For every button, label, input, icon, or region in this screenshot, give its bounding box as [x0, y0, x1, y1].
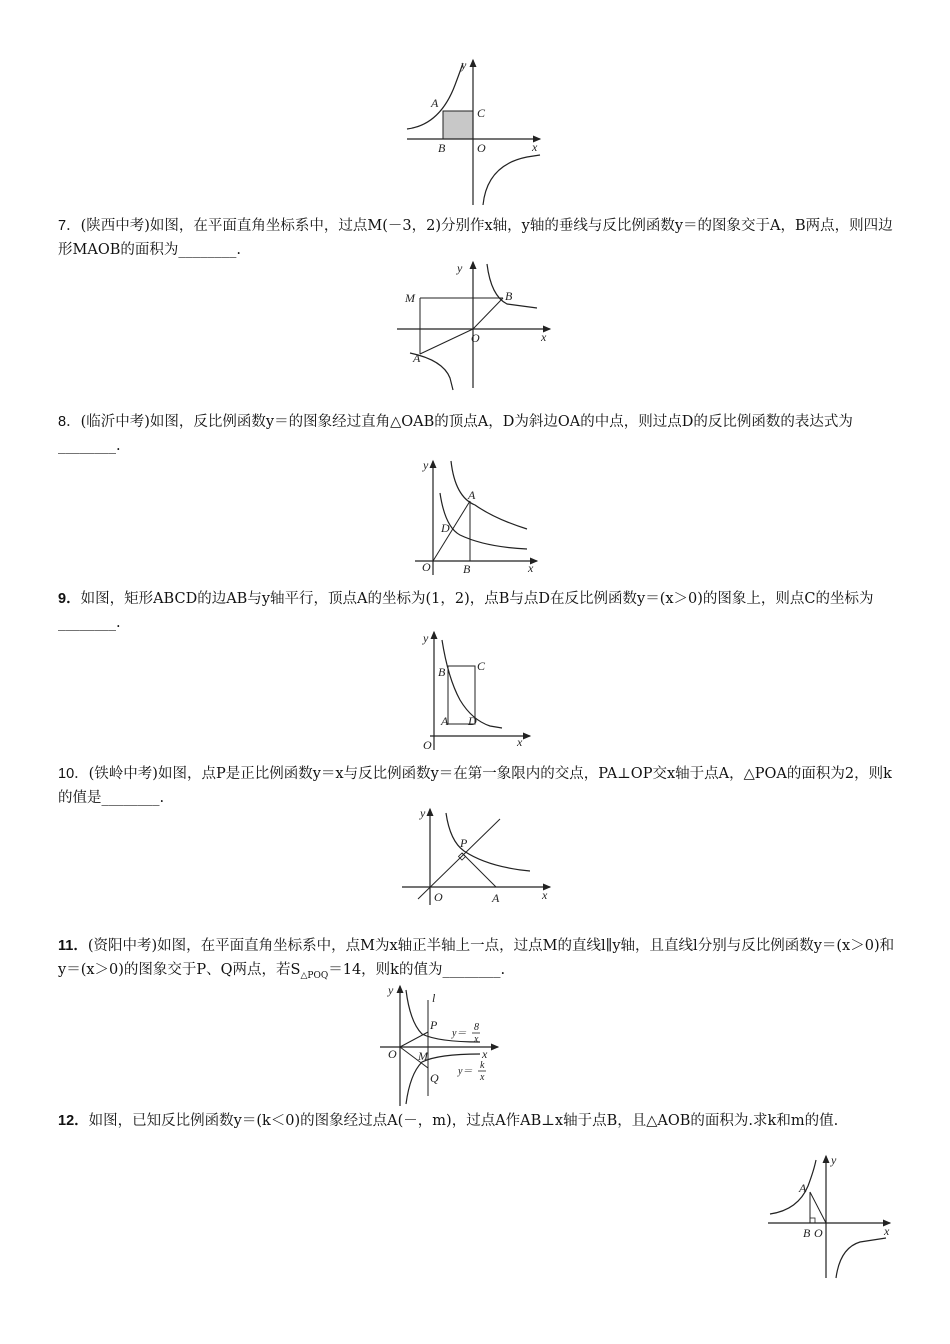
segment-oa — [420, 329, 473, 354]
right-angle-mark — [810, 1218, 815, 1223]
problem-11-text-b: ＝14，则k的值为 — [328, 962, 443, 978]
label-b: B — [803, 1226, 811, 1240]
problem-12 — [58, 1109, 898, 1133]
answer-blank-9[interactable]: ________ — [58, 615, 116, 631]
label-q: Q — [430, 1071, 439, 1085]
label-a: A — [468, 488, 476, 502]
problem-8-text: (临沂中考)如图，反比例函数y＝的图象经过直角△OAB的顶点A，D为斜边OA的中点，则过点D的反比例函数的表达式为 — [80, 414, 853, 430]
label-y: y — [388, 983, 394, 997]
hyperbola-branch-2 — [770, 1160, 816, 1214]
answer-blank-8[interactable]: ________ — [58, 438, 116, 454]
problem-7-text: (陕西中考)如图，在平面直角坐标系中，过点M(－3，2)分别作x轴，y轴的垂线与反比例函数y＝的图象交于A，B两点，则四边形MAOB的面积为 — [58, 218, 893, 258]
label-a: A — [413, 351, 421, 365]
hyperbola — [446, 813, 530, 871]
problem-10-number: 10． — [58, 766, 89, 782]
label-x: x — [541, 330, 547, 344]
figure-q10 — [400, 805, 560, 910]
label-p: P — [460, 836, 468, 850]
figure-q12 — [768, 1152, 898, 1282]
problem-9-text: 如图，矩形ABCD的边AB与y轴平行，顶点A的坐标为(1，2)，点B与点D在反比例函数y＝(x＞0)的图象上，则点C的坐标为 — [80, 591, 874, 607]
formula-2-numerator: k — [480, 1060, 485, 1071]
label-b: B — [505, 289, 513, 303]
shaded-rectangle — [443, 111, 473, 139]
label-p: P — [430, 1018, 438, 1032]
figure-q9-svg — [420, 628, 535, 753]
segment-oa — [433, 501, 470, 561]
problem-11: 11．(资阳中考)如图，在平面直角坐标系中，点M为x轴正半轴上一点，过点M的直线l∥y轴，且直线l分别与反比例函数y＝(x＞0)和y＝(x＞0)的图象交于P、Q两点，若$S_{\triangle POQ}=14$，则k的值为________. — [58, 938, 895, 981]
problem-8: 8．(临沂中考)如图，反比例函数y＝的图象经过直角△OAB的顶点A，D为斜边OA的中点，则过点D的反比例函数的表达式为________. — [58, 410, 898, 458]
label-y: y — [457, 261, 463, 275]
hyperbola-8-over-x — [406, 990, 480, 1042]
label-b: B — [438, 665, 446, 679]
figure-q7-svg — [395, 258, 560, 393]
label-o: O — [477, 141, 486, 155]
label-x: x — [532, 140, 538, 154]
problem-7: 7．(陕西中考)如图，在平面直角坐标系中，过点M(－3，2)分别作x轴，y轴的垂线与反比例函数y＝的图象交于A，B两点，则四边形MAOB的面积为________. — [58, 214, 898, 262]
label-m: M — [418, 1049, 428, 1063]
label-a: A — [492, 891, 500, 905]
problem-11-number: 11． — [58, 938, 88, 954]
answer-blank-10[interactable]: ________ — [101, 790, 160, 806]
problem-10: 10．(铁岭中考)如图，点P是正比例函数y＝x与反比例函数y＝在第一象限内的交点，PA⊥OP交x轴于点A，△POA的面积为2，则k的值是________. — [58, 762, 898, 810]
label-b: B — [463, 562, 471, 576]
segment-pa — [462, 853, 496, 887]
label-y: y — [831, 1153, 837, 1167]
label-b: B — [438, 141, 446, 155]
hyperbola-branch-4 — [836, 1238, 886, 1278]
figure-q10-svg — [400, 805, 560, 910]
label-c: C — [477, 106, 486, 120]
problem-9-number: 9． — [58, 591, 81, 607]
label-c: C — [477, 659, 486, 673]
figure-q12-svg — [768, 1152, 898, 1282]
problem-11-subscript: △POQ — [300, 970, 329, 981]
figure-q6 — [395, 55, 555, 210]
figure-q9 — [420, 628, 535, 753]
formula-1-denominator: x — [474, 1034, 479, 1045]
label-o: O — [388, 1047, 397, 1061]
label-x: x — [517, 735, 523, 749]
figure-q7 — [395, 258, 560, 393]
hyperbola-branch-4 — [483, 155, 540, 205]
hyperbola-inner — [440, 493, 527, 549]
figure-q11 — [378, 982, 508, 1107]
formula-2-denominator: x — [480, 1072, 485, 1083]
formula-2-prefix: y＝ — [458, 1066, 473, 1077]
label-a: A — [441, 714, 449, 728]
answer-blank-11[interactable]: ________ — [442, 962, 501, 978]
label-x: x — [884, 1224, 890, 1238]
figure-q8 — [415, 457, 545, 577]
label-o: O — [422, 560, 431, 574]
segment-ob — [473, 298, 503, 329]
label-o: O — [434, 890, 443, 904]
label-x: x — [542, 888, 548, 902]
hyperbola-outer — [451, 461, 527, 529]
problem-12-text: 如图，已知反比例函数y＝(k＜0)的图象经过点A(－，m)，过点A作AB⊥x轴于点B，且△AOB的面积为.求k和m的值. — [88, 1113, 839, 1129]
label-a: A — [431, 96, 439, 110]
figure-q6-svg — [395, 55, 555, 210]
figure-q11-svg — [378, 982, 508, 1107]
problem-12-number: 12． — [58, 1113, 89, 1129]
problem-7-number: 7． — [58, 218, 81, 234]
label-l: l — [432, 991, 436, 1005]
label-o: O — [423, 738, 432, 752]
answer-blank-7[interactable]: ________ — [178, 242, 237, 258]
label-y: y — [423, 631, 429, 645]
label-d: D — [468, 714, 477, 728]
label-y: y — [423, 458, 429, 472]
label-y: y — [461, 58, 467, 72]
problem-11-text-a: (资阳中考)如图，在平面直角坐标系中，点M为x轴正半轴上一点，过点M的直线l∥y轴，且直线l分别与反比例函数y＝(x＞0)和y＝(x＞0)的图象交于P、Q两点，若S — [58, 938, 895, 978]
label-x: x — [482, 1047, 488, 1061]
label-o: O — [814, 1226, 823, 1240]
label-m: M — [405, 291, 415, 305]
label-o: O — [471, 331, 480, 345]
problem-8-number: 8． — [58, 414, 81, 430]
label-a: A — [799, 1181, 807, 1195]
label-d: D — [441, 521, 450, 535]
problem-10-text: (铁岭中考)如图，点P是正比例函数y＝x与反比例函数y＝在第一象限内的交点，PA⊥OP交x轴于点A，△POA的面积为2，则k的值是 — [58, 766, 892, 806]
formula-1-prefix: y＝ — [452, 1028, 467, 1039]
label-y: y — [420, 806, 426, 820]
segment-op — [400, 1032, 428, 1047]
formula-1-numerator: 8 — [474, 1022, 479, 1033]
label-x: x — [528, 561, 534, 575]
figure-q8-svg — [415, 457, 545, 577]
problem-9: 9．如图，矩形ABCD的边AB与y轴平行，顶点A的坐标为(1，2)，点B与点D在反比例函数y＝(x＞0)的图象上，则点C的坐标为________. — [58, 587, 898, 635]
